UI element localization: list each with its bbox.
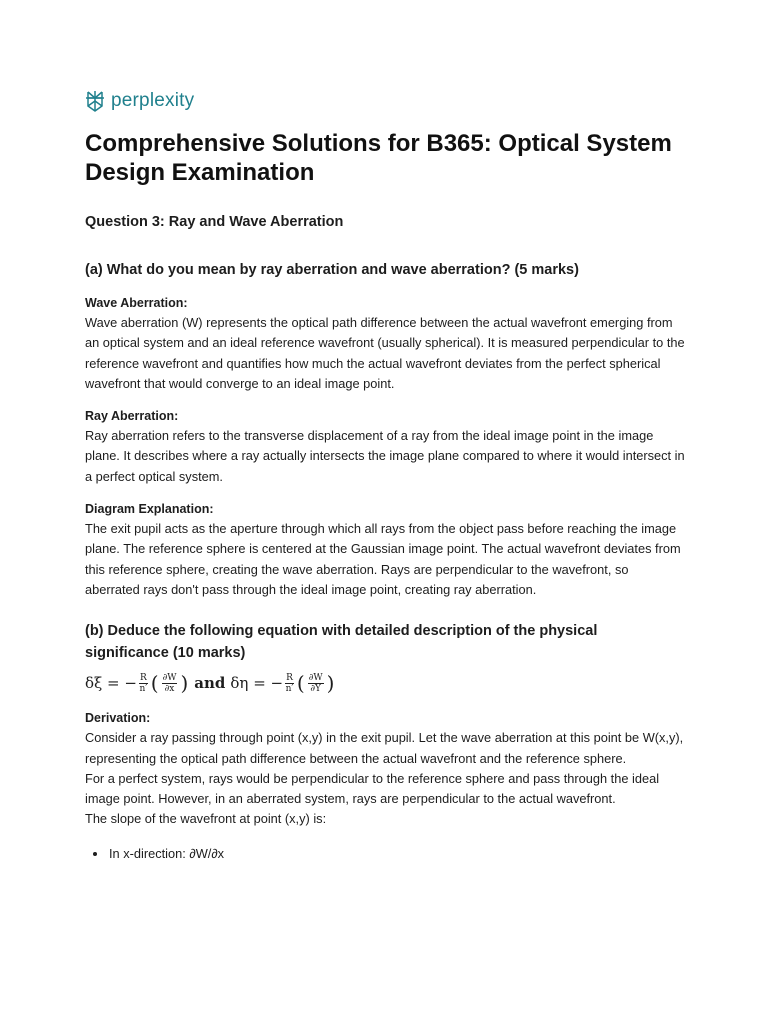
equation — [85, 668, 685, 698]
perfect-system-paragraph: For a perfect system, rays would be perpendicular to the reference sphere and pass through the ideal image point. However, in an aberrated system, rays are perpendicular to the actual wavefront. — [85, 770, 660, 807]
slope-bullet-list — [85, 844, 685, 864]
derivative-denominator: ∂Y — [310, 683, 321, 694]
derivative-numerator: ∂W — [162, 672, 177, 683]
paren-open: ( — [150, 671, 159, 696]
partial-derivative-x — [162, 673, 178, 694]
fraction-r-over-n-2 — [285, 673, 294, 694]
diagram-explanation-label: Diagram Explanation: — [85, 502, 214, 517]
equation-and: and — [194, 674, 226, 693]
derivative-denominator: ∂x — [164, 683, 175, 694]
equation-lhs-1: δξ = − — [85, 674, 137, 693]
part-b-heading: (b) Deduce the following equation with detailed description of the physical significance (10 marks) — [85, 623, 598, 662]
derivation-label: Derivation: — [85, 711, 151, 726]
ray-aberration-section — [85, 406, 685, 487]
wave-aberration-label: Wave Aberration: — [85, 296, 188, 310]
paren-close: ) — [326, 671, 335, 696]
paren-close: ) — [180, 671, 189, 696]
question-heading: Question 3: Ray and Wave Aberration — [85, 214, 344, 230]
fraction-numerator: R — [286, 672, 293, 683]
page-title: Comprehensive Solutions for B365: Optical System Design Examination — [85, 130, 672, 186]
partial-derivative-y — [308, 673, 324, 694]
fraction-denominator: n′ — [285, 683, 294, 694]
derivative-numerator: ∂W — [308, 672, 323, 683]
document-content — [85, 129, 685, 864]
logo-text: perplexity — [111, 90, 195, 111]
perplexity-logo-icon — [85, 90, 105, 112]
ray-aberration-text: Ray aberration refers to the transverse displacement of a ray from the ideal image point in the image plane. It describes where a ray actually intersects the image plane compared to where it would intersect in a perfect optical system. — [85, 428, 685, 484]
fraction-numerator: R — [139, 672, 147, 683]
wavefront-slope-paragraph: The slope of the wavefront at point (x,y) is: — [85, 811, 327, 827]
paren-open: ( — [296, 671, 305, 696]
diagram-explanation-section — [85, 499, 685, 600]
ray-aberration-label: Ray Aberration: — [85, 409, 179, 424]
fraction-r-over-n-1 — [139, 673, 148, 694]
perplexity-logo — [85, 90, 194, 112]
list-item: • In x-direction: ∂W/∂x — [108, 844, 685, 864]
derivation-text: Consider a ray passing through point (x,y) in the exit pupil. Let the wave aberration at this point be W(x,y), representing the optical path difference between the actual wavefront and the reference sphere. — [85, 730, 684, 766]
wave-aberration-section — [85, 293, 685, 394]
fraction-denominator: n′ — [139, 683, 148, 694]
wave-aberration-text: Wave aberration (W) represents the optical path difference between the actual wavefront emerging from an optical system and an ideal reference wavefront (usually spherical). It is measured perpendicular to the reference wavefront and quantifies how much the actual wavefront deviates from the perfect spherical wavefront that would converge to an ideal image point. — [85, 315, 685, 391]
equation-lhs-2: δη = − — [230, 674, 284, 693]
part-a-heading: (a) What do you mean by ray aberration and wave aberration? (5 marks) — [85, 262, 579, 278]
diagram-explanation-text: The exit pupil acts as the aperture through which all rays from the object pass before reaching the image plane. The reference sphere is centered at the Gaussian image point. The actual wavefront deviates from this reference sphere, creating the wave aberration. Rays are perpendicular to the wavefront, so aberrated rays don't pass through the ideal image point, creating ray aberration. — [85, 521, 681, 597]
derivation-section — [85, 708, 685, 769]
